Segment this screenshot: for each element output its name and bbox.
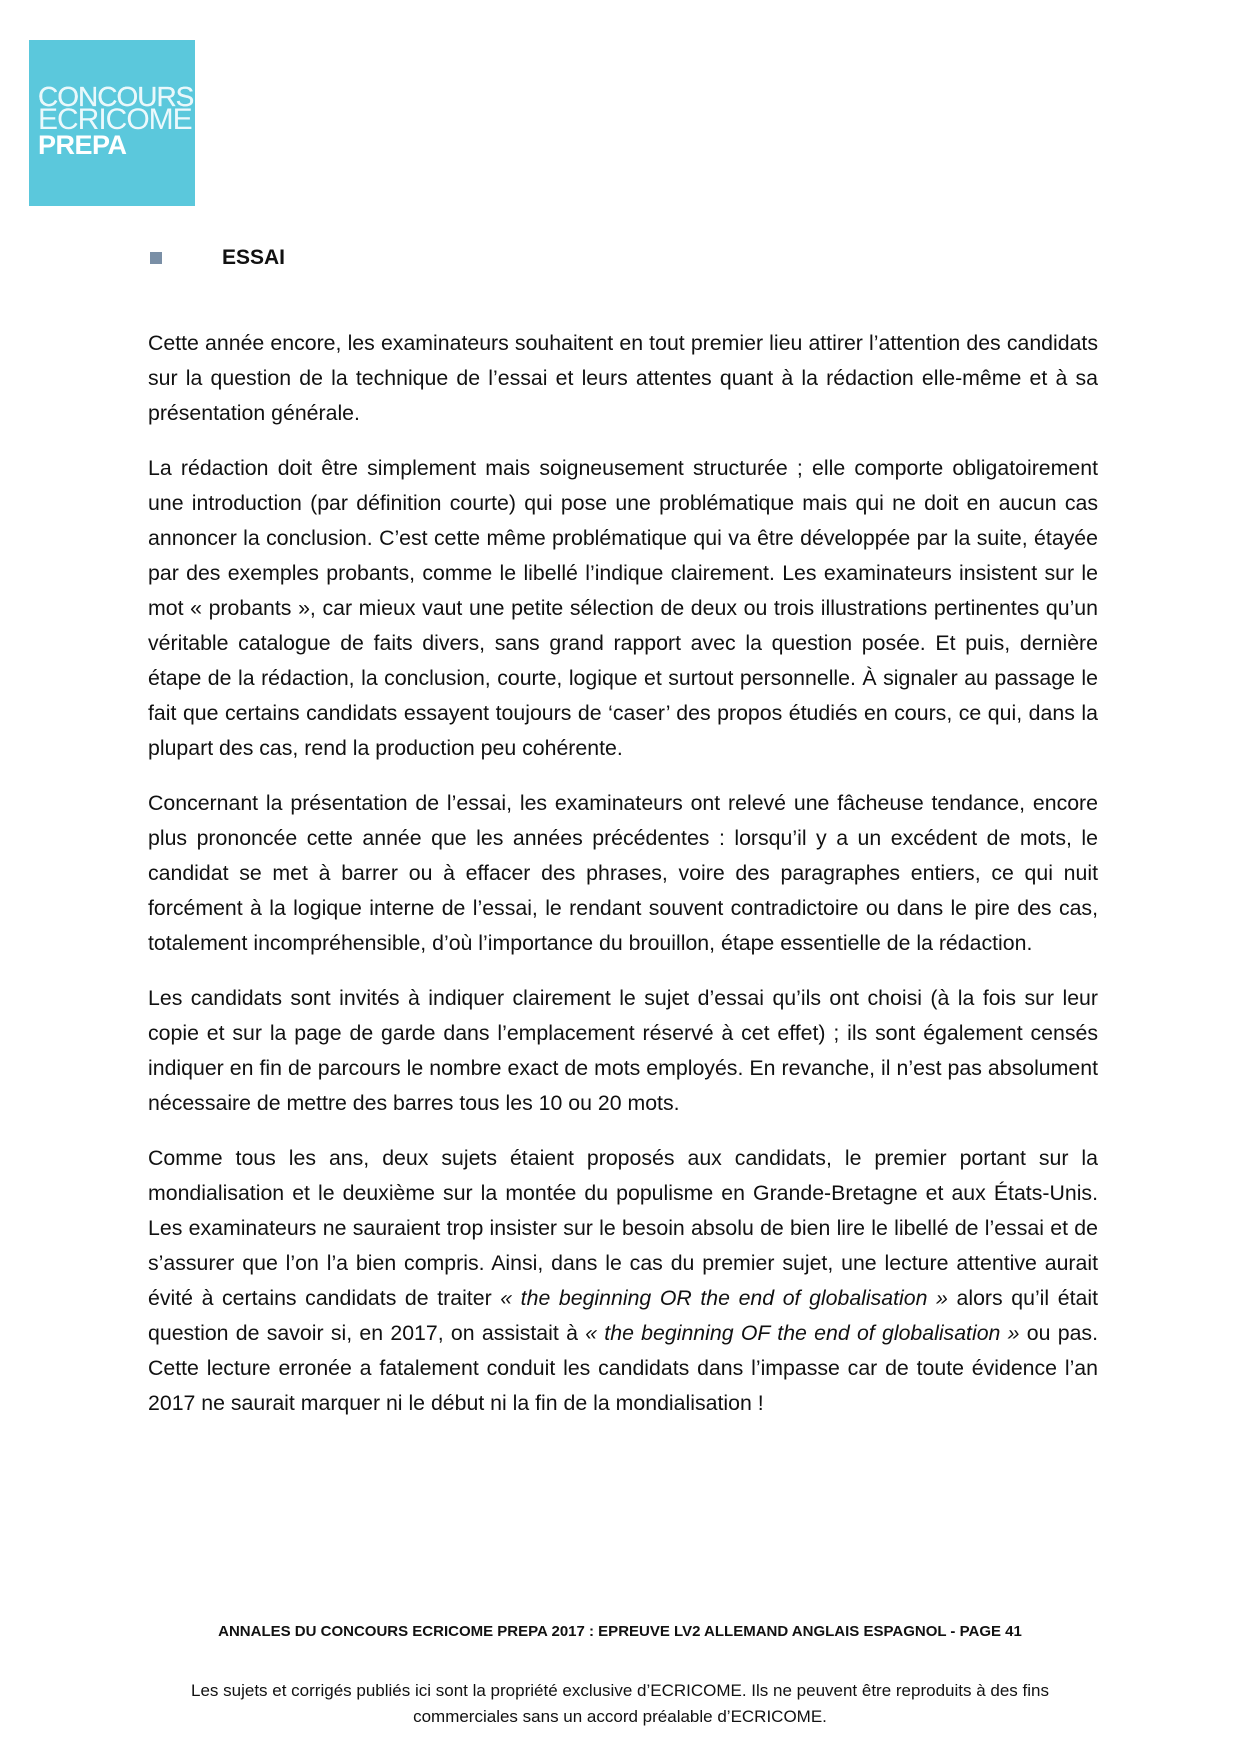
quoted-topic-misreading: « the beginning OR the end of globalisation » bbox=[500, 1286, 948, 1310]
logo-text-prepa: PREPA bbox=[38, 130, 127, 160]
quoted-topic-correct: « the beginning OF the end of globalisation » bbox=[585, 1321, 1020, 1345]
paragraph-5-part-3: ou pas. Cette lecture erronée a fatalement conduit les candidats dans l’impasse car de toute évidence l’an 2017 ne saurait marquer ni le début ni la fin de la mondialisation ! bbox=[148, 1321, 1098, 1415]
essay-report-body bbox=[148, 326, 1098, 1441]
square-bullet-icon bbox=[150, 252, 162, 264]
paragraph-1: Cette année encore, les examinateurs souhaitent en tout premier lieu attirer l’attention des candidats sur la question de la technique de l’essai et leurs attentes quant à la rédaction elle-même et à sa présentation générale. bbox=[148, 331, 1098, 425]
paragraph-5 bbox=[148, 1141, 1098, 1421]
section-title: ESSAI bbox=[222, 246, 286, 269]
footer-title: ANNALES DU CONCOURS ECRICOME PREPA 2017 : EPREUVE LV2 ALLEMAND ANGLAIS ESPAGNOL - PAGE 41 bbox=[218, 1623, 1022, 1640]
paragraph-3: Concernant la présentation de l’essai, les examinateurs ont relevé une fâcheuse tendance, encore plus prononcée cette année que les années précédentes : lorsqu’il y a un excédent de mots, le candidat se met à barrer ou à effacer des phrases, voire des paragraphes entiers, ce qui nuit forcément à la logique interne de l’essai, le rendant souvent contradictoire ou dans le pire des cas, totalement incompréhensible, d’où l’importance du brouillon, étape essentielle de la rédaction. bbox=[148, 791, 1098, 955]
logo-text-concours: CONCOURS bbox=[38, 81, 194, 112]
section-heading bbox=[150, 246, 285, 270]
logo-text-ecricome: ECRICOME bbox=[38, 103, 192, 136]
paragraph-4: Les candidats sont invités à indiquer clairement le sujet d’essai qu’ils ont choisi (à la fois sur leur copie et sur la page de garde dans l’emplacement réservé à cet effet) ; ils sont également censés indiquer en fin de parcours le nombre exact de mots employés. En revanche, il n’est pas absolument nécessaire de mettre des barres tous les 10 ou 20 mots. bbox=[148, 986, 1098, 1115]
footer-copyright-note: Les sujets et corrigés publiés ici sont la propriété exclusive d’ECRICOME. Ils ne peuvent être reproduits à des fins commerciales sans un accord préalable d’ECRICOME. bbox=[191, 1681, 1049, 1726]
paragraph-5-part-1: Comme tous les ans, deux sujets étaient proposés aux candidats, le premier portant sur la mondialisation et le deuxième sur la montée du populisme en Grande-Bretagne et aux États-Unis. Les examinateurs ne sauraient trop insister sur le besoin absolu de bien lire le libellé de l’essai et de s’assurer que l’on l’a bien compris. Ainsi, dans le cas du premier sujet, une lecture attentive aurait évité à certains candidats de traiter bbox=[148, 1146, 1098, 1310]
ecricome-logo bbox=[29, 40, 195, 206]
paragraph-5-part-2: alors qu’il était question de savoir si, en 2017, on assistait à bbox=[148, 1286, 1098, 1345]
paragraph-2: La rédaction doit être simplement mais soigneusement structurée ; elle comporte obligatoirement une introduction (par définition courte) qui pose une problématique mais qui ne doit en aucun cas annoncer la conclusion. C’est cette même problématique qui va être développée par la suite, étayée par des exemples probants, comme le libellé l’indique clairement. Les examinateurs insistent sur le mot « probants », car mieux vaut une petite sélection de deux ou trois illustrations pertinentes qu’un véritable catalogue de faits divers, sans grand rapport avec la question posée. Et puis, dernière étape de la rédaction, la conclusion, courte, logique et surtout personnelle. À signaler au passage le fait que certains candidats essayent toujours de ‘caser’ des propos étudiés en cours, ce qui, dans la plupart des cas, rend la production peu cohérente. bbox=[148, 456, 1098, 760]
